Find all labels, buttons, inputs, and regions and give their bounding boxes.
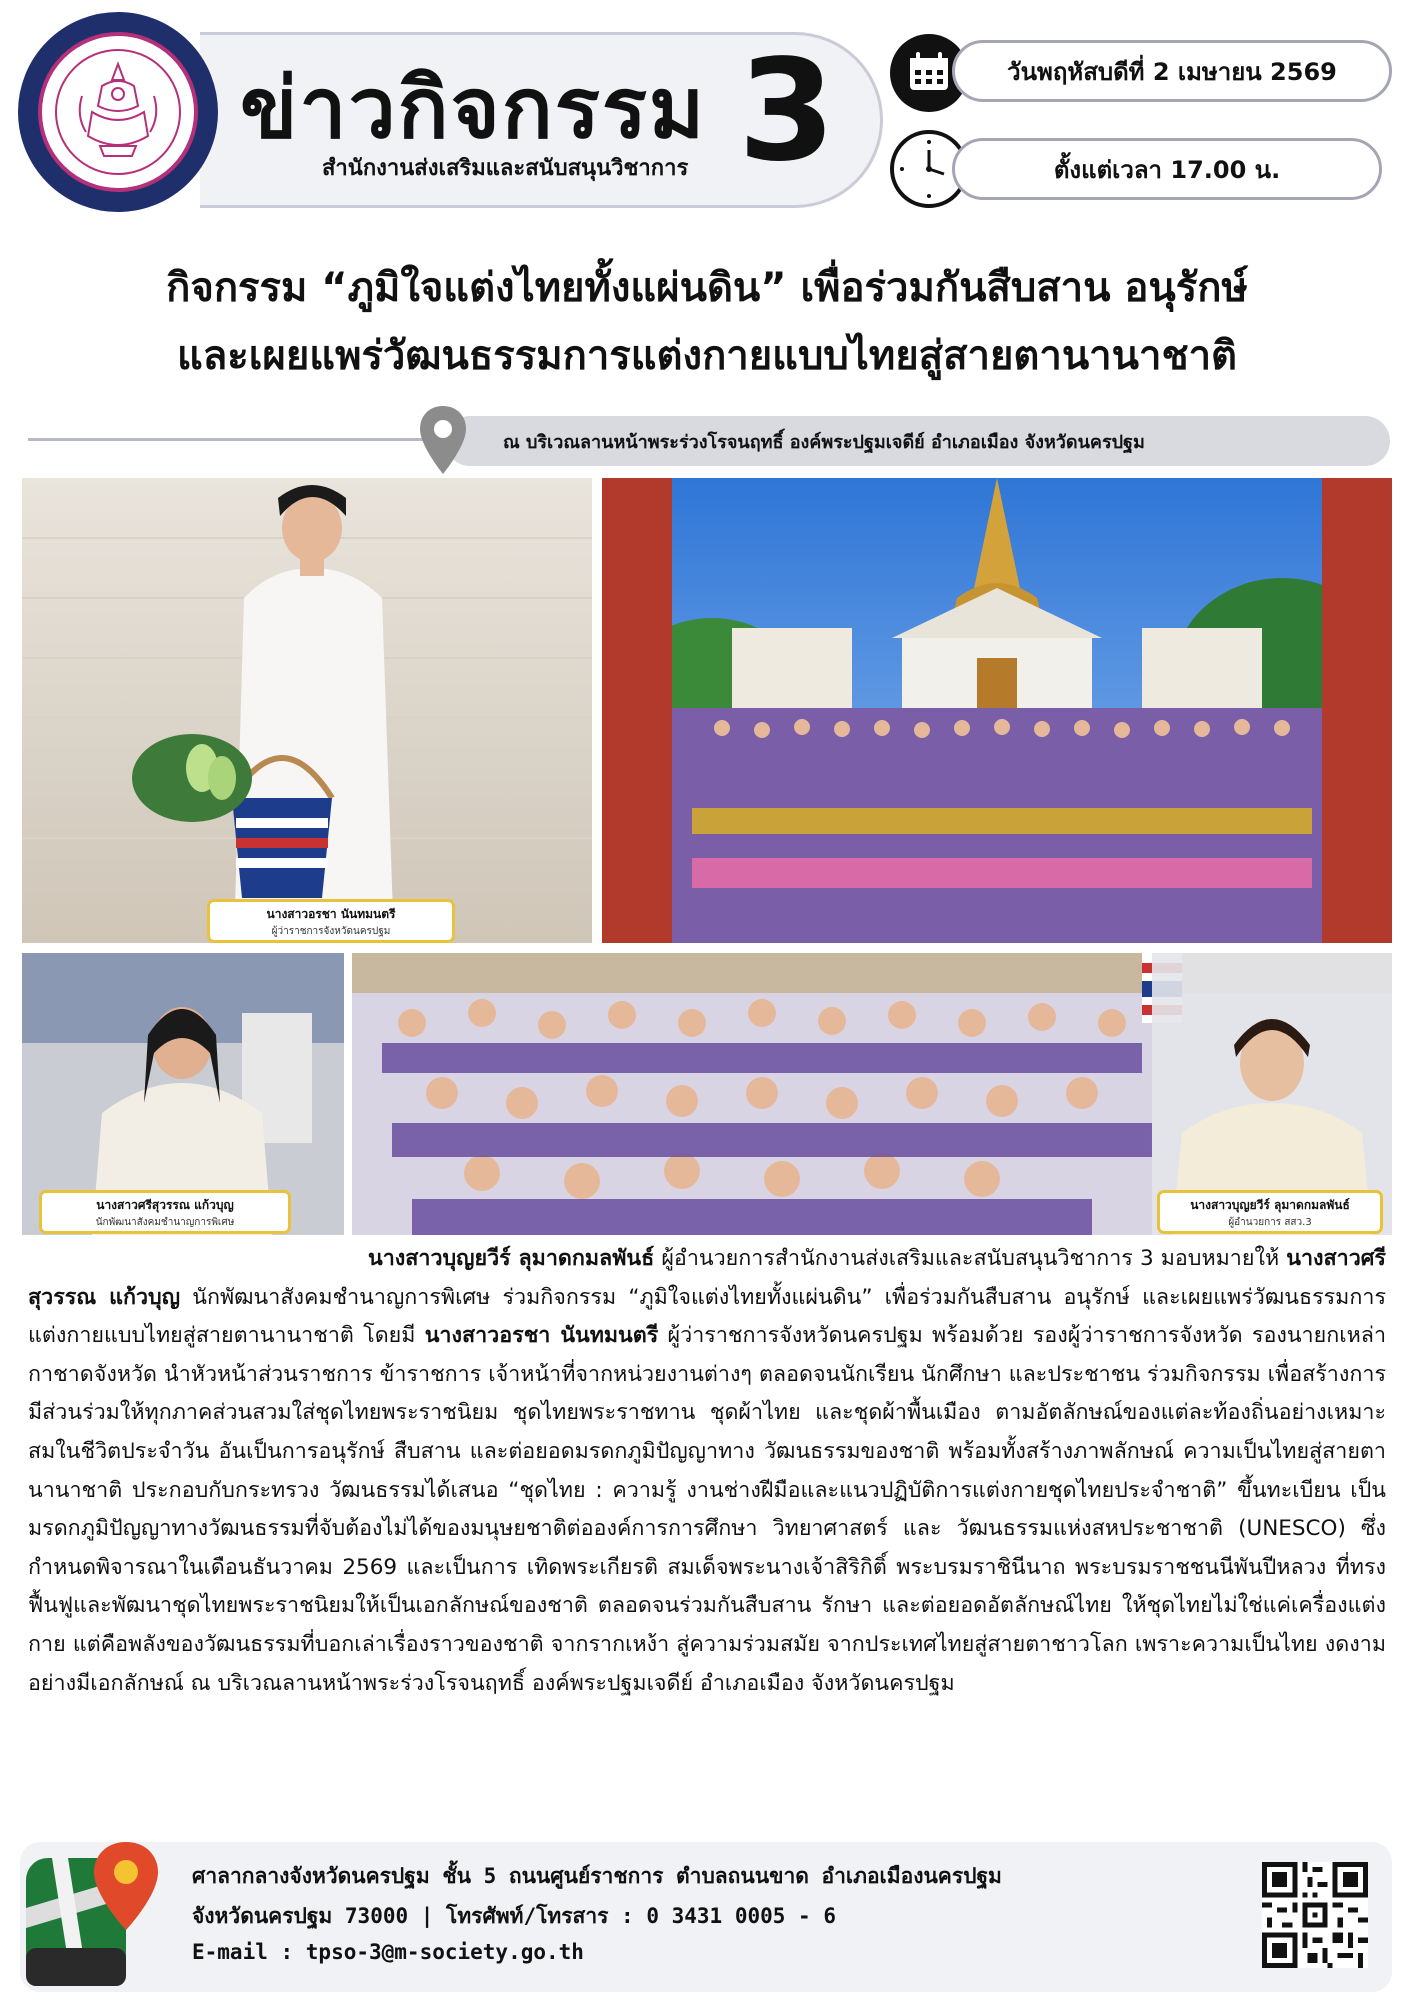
address-line-2: จังหวัดนครปฐม 73000 | โทรศัพท์/โทรสาร : 0 3431 0005 - 6 bbox=[192, 1904, 836, 1928]
map-pin-icon bbox=[418, 404, 468, 476]
caption-name: นางสาวอรชา นันทมนตรี bbox=[266, 907, 396, 921]
caption-name: นางสาวบุญยวีร์ ลุมาดกมลพันธ์ bbox=[1190, 1198, 1350, 1212]
caption-role: ผู้ว่าราชการจังหวัดนครปฐม bbox=[271, 926, 391, 937]
newsletter-title: ข่าวกิจกรรม bbox=[240, 59, 707, 157]
governor-name: นางสาวอรชา นันทมนตรี bbox=[424, 1323, 659, 1349]
photo-group-heart bbox=[352, 953, 1392, 1235]
officer-name: นางสาวศรีสุวรรณ แก้วบุญ bbox=[28, 1246, 1386, 1310]
office-name: สำนักงานส่งเสริมและสนับสนุนวิชาการ bbox=[322, 156, 689, 181]
director-name: นางสาวบุญยวีร์ ลุมาดกมลพันธ์ bbox=[368, 1246, 655, 1271]
caption-name: นางสาวศรีสุวรรณ แก้วบุญ bbox=[96, 1198, 234, 1212]
body-segment-1: ผู้อำนวยการสำนักงานส่งเสริมและสนับสนุนวิชาการ 3 มอบหมายให้ bbox=[654, 1246, 1287, 1271]
body-segment-2: นักพัฒนาสังคมชำนาญการพิเศษ ร่วมกิจกรรม “ภูมิใจแต่งไทยทั้งแผ่นดิน” เพื่อร่วมกันสืบสาน อนุรักษ์ และเผยแพร่วัฒนธรรมการแต่งกายแบบไทยสู่สายตานานาชาติ โดยมี bbox=[28, 1284, 1386, 1349]
headline-line-2: และเผยแพร่วัฒนธรรมการแต่งกายแบบไทยสู่สายตานานาชาติ bbox=[176, 333, 1238, 379]
photo-governor bbox=[22, 478, 592, 943]
location-bar bbox=[445, 416, 1390, 466]
headline-line-1: กิจกรรม “ภูมิใจแต่งไทยทั้งแผ่นดิน” เพื่อร่วมกันสืบสาน อนุรักษ์ bbox=[166, 265, 1248, 311]
caption-role: ผู้อำนวยการ สสว.3 bbox=[1228, 1217, 1312, 1228]
photo-pagoda-group bbox=[602, 478, 1392, 943]
address-line-1: ศาลากลางจังหวัดนครปฐม ชั้น 5 ถนนศูนย์ราชการ ตำบลถนนขาด อำเภอเมืองนครปฐม bbox=[192, 1864, 1002, 1888]
location-text: ณ บริเวณลานหน้าพระร่วงโรจนฤทธิ์ องค์พระปฐมเจดีย์ อำเภอเมือง จังหวัดนครปฐม bbox=[503, 431, 1145, 453]
caption-director bbox=[1160, 1193, 1380, 1231]
caption-governor bbox=[210, 902, 452, 940]
qr-code-icon bbox=[1262, 1862, 1368, 1968]
article-body bbox=[28, 1240, 1386, 1703]
photo-officer bbox=[22, 953, 344, 1235]
email-line: E-mail : tpso-3@m-society.go.th bbox=[192, 1940, 584, 1964]
event-date: วันพฤหัสบดีที่ 2 เมษายน 2569 bbox=[952, 40, 1392, 102]
caption-role: นักพัฒนาสังคมชำนาญการพิเศษ bbox=[95, 1217, 235, 1228]
divider bbox=[28, 438, 448, 441]
office-number: 3 bbox=[738, 30, 836, 193]
body-segment-3: ผู้ว่าราชการจังหวัดนครปฐม พร้อมด้วย รองผู้ว่าราชการจังหวัด รองนายกเหล่ากาชาดจังหวัด นำหัวหน้าส่วนราชการ ข้าราชการ เจ้าหน้าที่จากหน่วยงานต่างๆ ตลอดจนนักเรียน นักศึกษา และประชาชน ร่วมกิจกรรม เพื่อสร้างการมีส่วนร่วมให้ทุกภาคส่วนสวมใส่ชุดไทยพระราชนิยม ชุดไทยพระราชทาน ชุดผ้าไทย และชุดผ้าพื้นเมือง ตามอัตลักษณ์ของแต่ละท้องถิ่นอย่างเหมาะสมในชีวิตประจำวัน อันเป็นการอนุรักษ์ สืบสาน และต่อยอดมรดกภูมิปัญญาทาง วัฒนธรรมของชาติ พร้อมทั้งสร้างภาพลักษณ์ ความเป็นไทยสู่สายตานานาชาติ ประกอบกับกระทรวง วัฒนธรรมได้เสนอ “ชุดไทย : ความรู้ งานช่างฝีมือและแนวปฏิบัติการแต่งกายชุดไทยประจำชาติ” ขึ้นทะเบียน เป็นมรดกภูมิปัญญาทางวัฒนธรรมที่จับต้องไม่ได้ของมนุษยชาติต่อองค์การการศึกษา วิทยาศาสตร์ และ วัฒนธรรมแห่งสหประชาชาติ (UNESCO) ซึ่งกำหนดพิจารณาในเดือนธันวาคม 2569 และเป็นการ เทิดพระเกียรติ สมเด็จพระนางเจ้าสิริกิติ์ พระบรมราชินีนาถ พระบรมราชชนนีพันปีหลวง ที่ทรงฟื้นฟูและพัฒนาชุดไทยพระราชนิยมให้เป็นเอกลักษณ์ของชาติ ตลอดจนร่วมกันสืบสาน รักษา และต่อยอดอัตลักษณ์ไทย ให้ชุดไทยไม่ใช่แค่เครื่องแต่งกาย แต่คือพลังของวัฒนธรรมที่บอกเล่าเรื่องราวของชาติ จากรากเหง้า สู่ความร่วมสมัย จากประเทศไทยสู่สายตาชาวโลก เพราะความเป็นไทย งดงามอย่างมีเอกลักษณ์ ณ บริเวณลานหน้าพระร่วงโรจนฤทธิ์ องค์พระปฐมเจดีย์ อำเภอเมือง จังหวัดนครปฐม bbox=[28, 1323, 1387, 1696]
map-app-icon bbox=[22, 1838, 162, 1990]
ministry-seal-logo bbox=[18, 12, 218, 212]
event-time: ตั้งแต่เวลา 17.00 น. bbox=[952, 138, 1382, 200]
caption-officer bbox=[42, 1193, 288, 1231]
